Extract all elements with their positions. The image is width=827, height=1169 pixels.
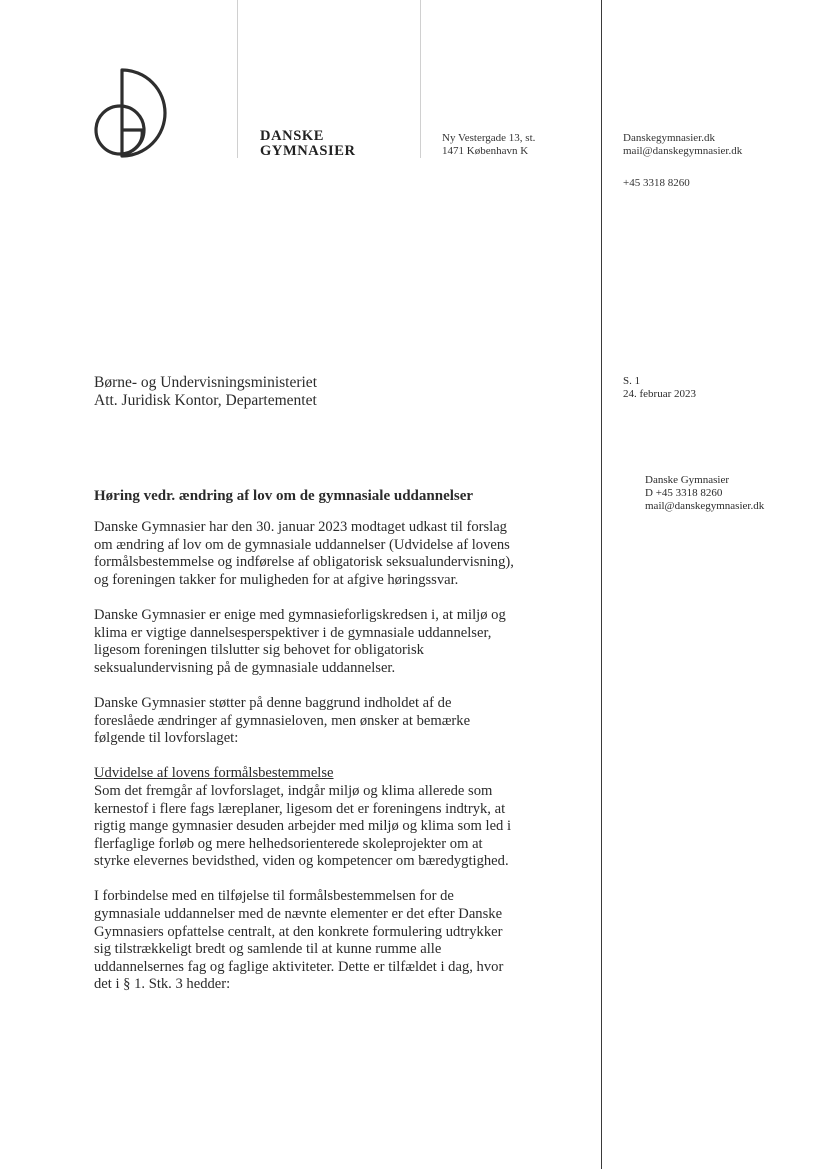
address-line-2: 1471 København K [442,145,529,157]
page-info [623,375,696,401]
contact-email[interactable]: mail@danskegymnasier.dk [645,500,765,512]
wordmark [260,129,356,158]
recipient-block [94,374,317,410]
header-divider-1 [237,0,238,158]
text-line: formålsbestemmelse og indførelse af obligatorisk seksualundervisning), [94,554,514,571]
sender-address [442,132,535,158]
text-line: seksualundervisning på de gymnasiale uddannelser. [94,659,396,676]
paragraph-4 [94,765,584,871]
website-link[interactable]: Danskegymnasier.dk [623,132,715,144]
paragraph-2 [94,607,584,677]
letter-body [94,519,584,1012]
text-line: Danske Gymnasier er enige med gymnasieforligskredsen i, at miljø og [94,606,506,623]
letter-date: 24. februar 2023 [623,388,697,400]
page-number: S. 1 [623,375,641,387]
text-line: og foreningen takker for muligheden for at afgive høringssvar. [94,571,459,588]
text-line: kernestof i flere fags læreplaner, ligesom det er foreningens indtryk, at [94,800,506,817]
text-line: om ændring af lov om de gymnasiale uddannelser (Udvidelse af lovens [94,536,510,553]
margin-divider [601,0,602,1169]
letter-subject: Høring vedr. ændring af lov om de gymnasiale uddannelser [94,488,474,504]
text-line: foreslåede ændringer af gymnasieloven, men ønsker at bemærke [94,712,471,729]
contact-block [645,474,764,513]
paragraph-1 [94,519,584,589]
text-line: Danske Gymnasier støtter på denne baggrund indholdet af de [94,694,452,711]
text-line: gymnasiale uddannelser med de nævnte elementer er det efter Danske [94,906,503,923]
sender-web [623,132,742,158]
address-line-1: Ny Vestergade 13, st. [442,132,536,144]
wordmark-line-1: DANSKE [260,128,325,144]
text-line: ligesom foreningen tilslutter sig behovet for obligatorisk [94,642,424,659]
section-heading: Udvidelse af lovens formålsbestemmelse [94,765,334,782]
text-line: flerfaglige forløb og mere helhedsorienterede skoleprojekter om at [94,835,483,852]
wordmark-line-2: GYMNASIER [260,142,356,159]
text-line: uddannelsernes fag og faglige aktiviteter. Dette er tilfældet i dag, hvor [94,958,504,975]
text-line: rigtig mange gymnasier desuden arbejder med miljø og klima som led i [94,818,512,835]
recipient-line-1: Børne- og Undervisningsministeriet [94,374,317,391]
paragraph-3 [94,695,584,748]
header-divider-2 [420,0,421,158]
text-line: klima er vigtige dannelsesperspektiver i de gymnasiale uddannelser, [94,624,492,641]
contact-name: Danske Gymnasier [645,474,730,486]
sender-phone: +45 3318 8260 [623,177,690,189]
text-line: følgende til lovforslaget: [94,730,239,747]
text-line: Danske Gymnasier har den 30. januar 2023 modtaget udkast til forslag [94,519,507,535]
paragraph-5 [94,888,584,994]
text-line: det i § 1. Stk. 3 hedder: [94,976,231,993]
text-line: Som det fremgår af lovforslaget, indgår miljø og klima allerede som [94,782,493,799]
danske-gymnasier-logo-icon [94,68,170,160]
text-line: styrke elevernes bevidsthed, viden og kompetencer om bæredygtighed. [94,853,509,870]
recipient-line-2: Att. Juridisk Kontor, Departementet [94,392,317,409]
contact-phone: D +45 3318 8260 [645,487,723,499]
text-line: sig tilstrækkeligt bredt og samlende til at kunne rumme alle [94,941,442,958]
email-link[interactable]: mail@danskegymnasier.dk [623,145,743,157]
text-line: Gymnasiers opfattelse centralt, at den konkrete formulering udtrykker [94,923,503,940]
text-line: I forbindelse med en tilføjelse til formålsbestemmelsen for de [94,888,454,905]
